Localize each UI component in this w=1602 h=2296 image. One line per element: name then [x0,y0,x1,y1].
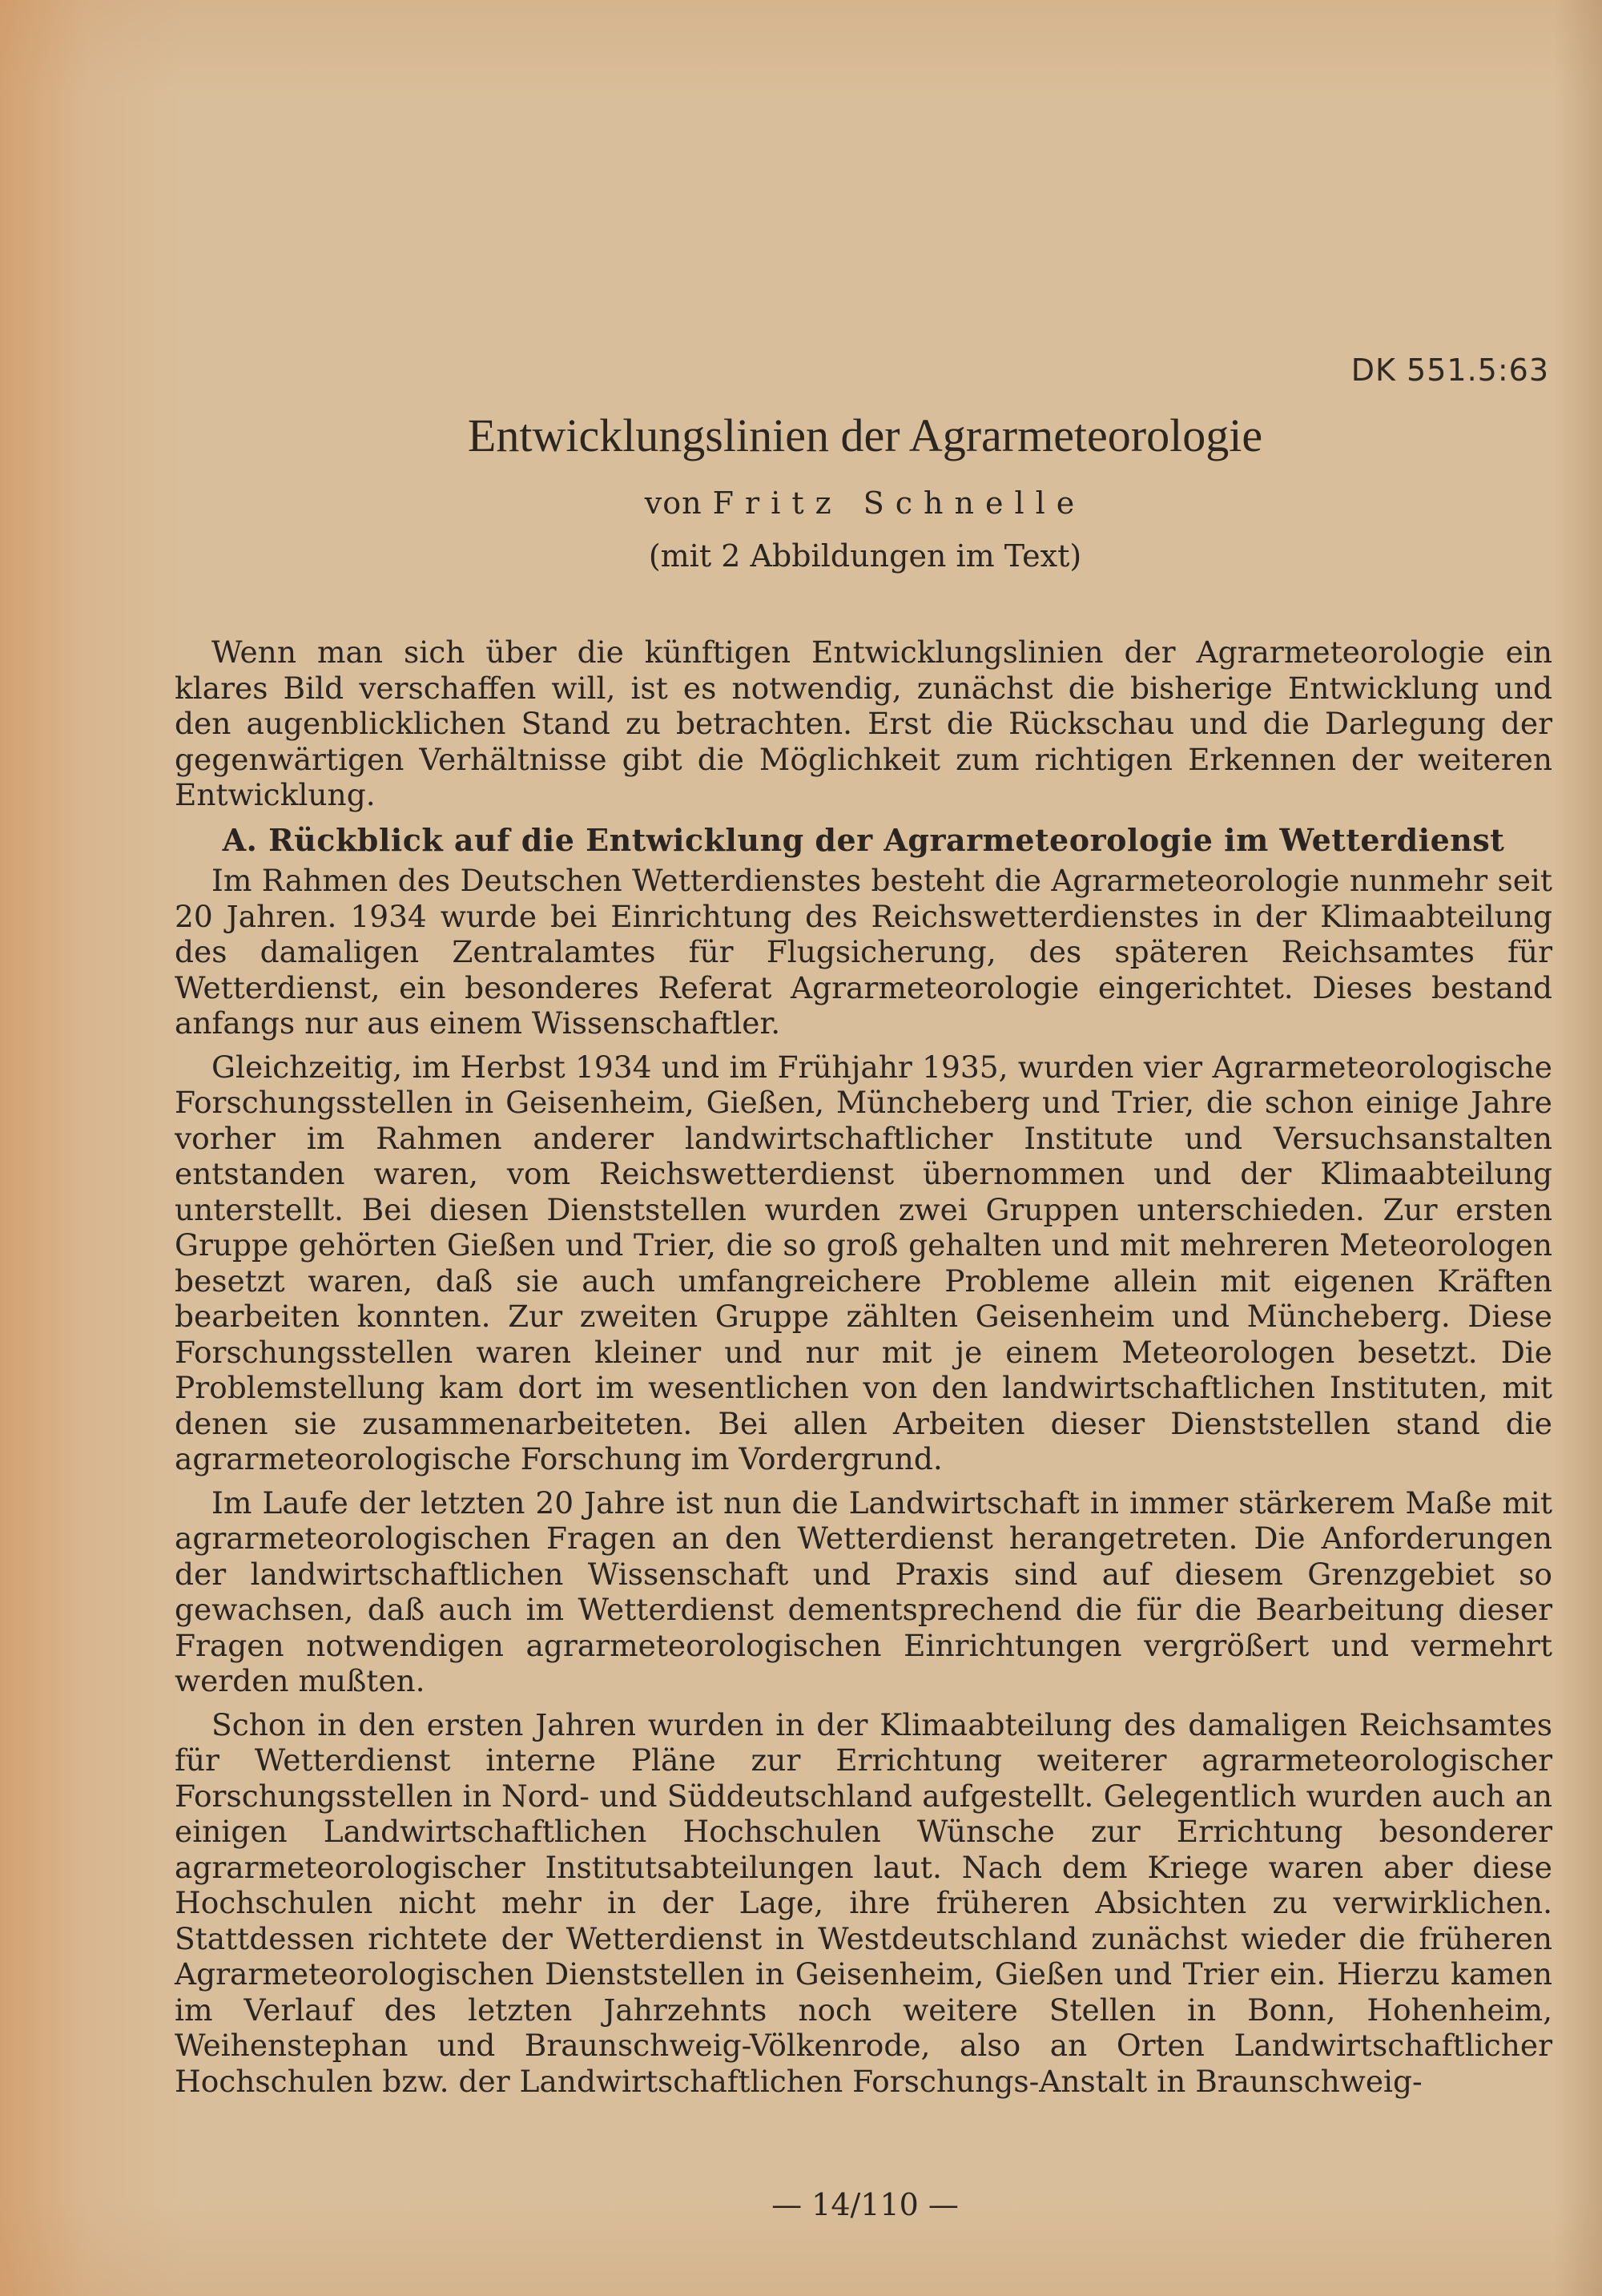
article-title: Entwicklungslinien der Agrarmeteorologie [467,409,1263,461]
intro-paragraph: Wenn man sich über die künftigen Entwicklungslinien der Agrarmeteorologie ein klares Bild verschaffen will, ist es notwendig, zunächst die bisherige Entwicklung und den augenblicklichen Stand zu betrachten. Erst die Rückschau und die Darlegung der gegenwärtigen Verhältnisse gibt die Möglichkeit zum richtigen Erkennen der weiteren Entwicklung. [175,634,1552,812]
section-heading: A. Rückblick auf die Entwicklung der Agrarmeteorologie im Wetterdienst [222,821,1505,858]
article-body [175,634,1552,2107]
body-paragraph: Schon in den ersten Jahren wurden in der Klimaabteilung des damaligen Reichsamtes für Wetterdienst interne Pläne zur Errichtung weiterer agrarmeteorologischer Forschungsstellen in Nord- und Süddeutschland aufgestellt. Gelegentlich wurden auch an einigen Landwirtschaftlichen Hochschulen Wünsche zur Errichtung besonderer agrarmeteorologischer Institutsabteilungen laut. Nach dem Kriege waren aber diese Hochschulen nicht mehr in der Lage, ihre früheren Absichten zu verwirklichen. Stattdessen richtete der Wetterdienst in Westdeutschland zunächst wieder die früheren Agrarmeteorologischen Dienststellen in Geisenheim, Gießen und Trier ein. Hierzu kamen im Verlauf des letzten Jahrzehnts noch weitere Stellen in Bonn, Hohenheim, Weihenstephan und Braunschweig-Völkenrode, also an Orten Landwirtschaftlicher Hochschulen bzw. der Landwirtschaftlichen Forschungs-Anstalt in Braunschweig- [175,1706,1552,2099]
body-paragraph: Im Laufe der letzten 20 Jahre ist nun die Landwirtschaft in immer stärkerem Maße mit agrarmeteorologischen Fragen an den Wetterdienst herangetreten. Die Anforderungen der landwirtschaftlichen Wissenschaft und Praxis sind auf diesem Grenzgebiet so gewachsen, daß auch im Wetterdienst dementsprechend die für die Bearbeitung dieser Fragen notwendigen agrarmeteorologischen Einrichtungen vergrößert und vermehrt werden mußten. [175,1484,1552,1698]
author-name: Fritz Schnelle [712,485,1086,521]
body-paragraph: Gleichzeitig, im Herbst 1934 und im Frühjahr 1935, wurden vier Agrarmeteorologische Forschungsstellen in Geisenheim, Gießen, Müncheberg und Trier, die schon einige Jahre vorher im Rahmen anderer landwirtschaftlicher Institute und Versuchsanstalten entstanden waren, vom Reichswetterdienst übernommen und der Klimaabteilung unterstellt. Bei diesen Dienststellen wurden zwei Gruppen unterschieden. Zur ersten Gruppe gehörten Gießen und Trier, die so groß gehalten und mit mehreren Meteorologen besetzt waren, daß sie auch umfangreichere Probleme allein mit eigenen Kräften bearbeiten konnten. Zur zweiten Gruppe zählten Geisenheim und Müncheberg. Diese Forschungsstellen waren kleiner und nur mit je einem Meteorologen besetzt. Die Problemstellung kam dort im wesentlichen von den landwirtschaftlichen Instituten, mit denen sie zusammenarbeiteten. Bei allen Arbeiten dieser Dienststellen stand die agrarmeteorologische Forschung im Vordergrund. [175,1049,1552,1476]
page-number: — 14/110 — [771,2187,959,2222]
article-subtitle: (mit 2 Abbildungen im Text) [648,538,1082,574]
body-paragraph: Im Rahmen des Deutschen Wetterdienstes besteht die Agrarmeteorologie nunmehr seit 20 Jahren. 1934 wurde bei Einrichtung des Reichswetterdienstes in der Klimaabteilung des damaligen Zentralamtes für Flugsicherung, des späteren Reichsamtes für Wetterdienst, ein besonderes Referat Agrarmeteorologie eingerichtet. Dieses bestand anfangs nur aus einem Wissenschaftler. [175,863,1552,1041]
author-line [0,485,1602,521]
classification-code: DK 551.5:63 [1350,352,1549,388]
author-prefix: von [644,485,702,521]
